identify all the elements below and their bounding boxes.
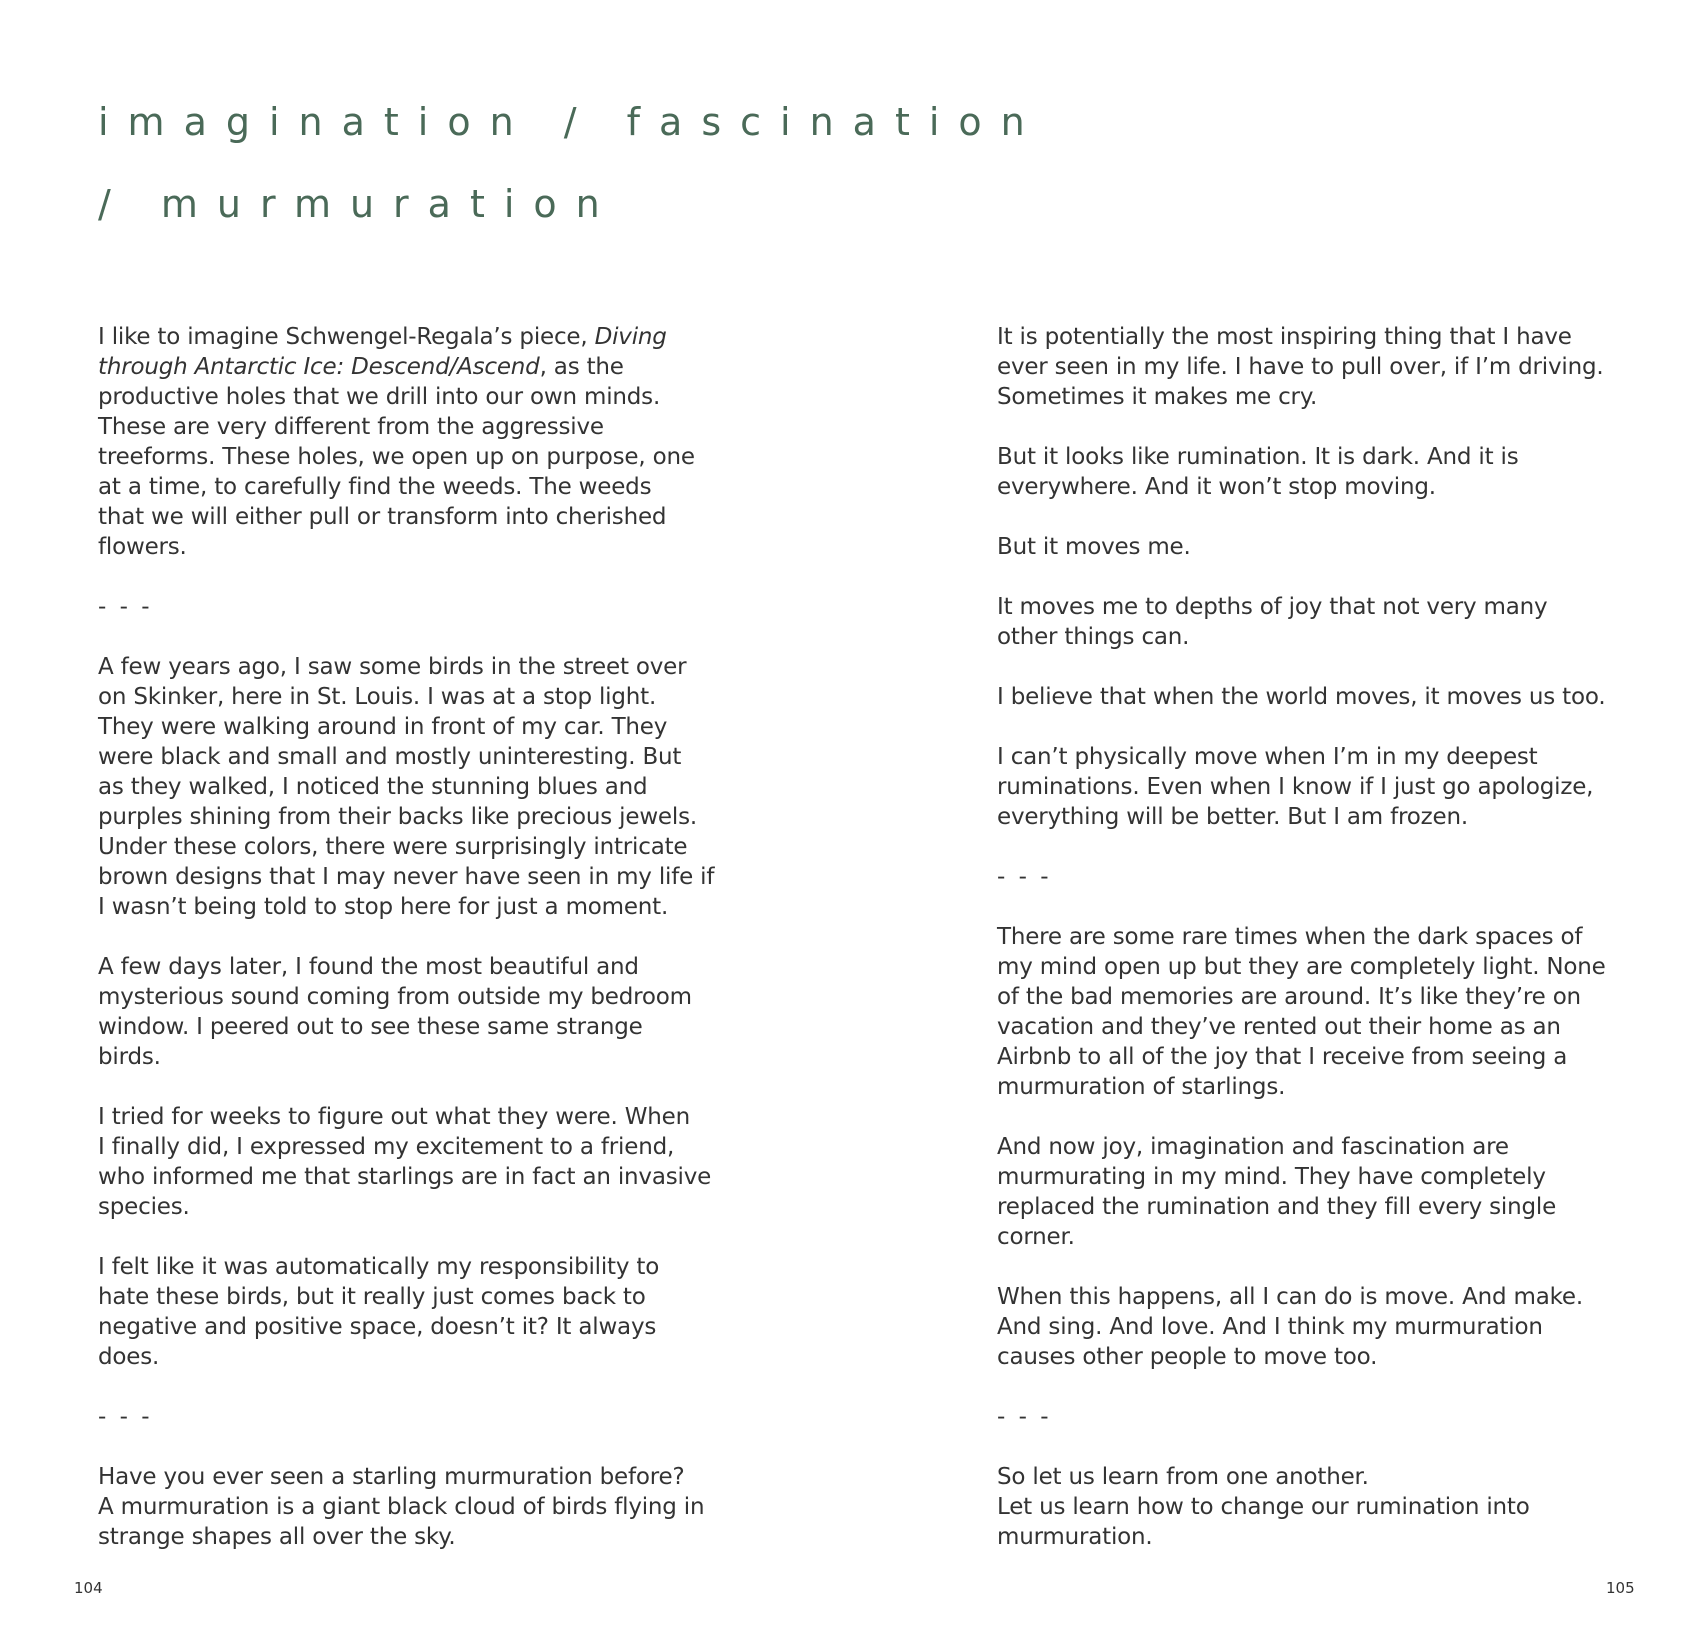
paragraph (997, 442, 1657, 502)
text-fragment: I like to imagine Schwengel-Regala’s piece, (98, 324, 595, 350)
text-line: corner. (997, 1224, 1075, 1250)
section-separator: - - - (98, 1404, 153, 1430)
text-line: brown designs that I may never have seen in my life if (98, 864, 715, 890)
text-line: Have you ever seen a starling murmuration before? (98, 1464, 685, 1490)
paragraph (997, 532, 1657, 562)
text-line: hate these birds, but it really just comes back to (98, 1284, 646, 1310)
text-line: I finally did, I expressed my excitement to a friend, (98, 1134, 675, 1160)
section-separator: - - - (98, 594, 153, 620)
paragraph (997, 682, 1657, 712)
artwork-title-italic: through Antarctic Ice: Descend/Ascend (98, 354, 540, 380)
text-line: of the bad memories are around. It’s like they’re on (997, 984, 1581, 1010)
text-line: Airbnb to all of the joy that I receive from seeing a (997, 1044, 1568, 1070)
text-line: vacation and they’ve rented out their home as an (997, 1014, 1561, 1040)
right-column (997, 322, 1657, 1582)
section-separator: - - - (997, 864, 1052, 890)
text-line: I felt like it was automatically my responsibility to (98, 1254, 660, 1280)
text-line: And sing. And love. And I think my murmuration (997, 1314, 1543, 1340)
text-line: I wasn’t being told to stop here for just a moment. (98, 894, 669, 920)
text-line: were black and small and mostly uninteresting. But (98, 744, 682, 770)
text-line: causes other people to move too. (997, 1344, 1378, 1370)
text-line: murmurating in my mind. They have completely (997, 1164, 1546, 1190)
text-line: But it moves me. (997, 534, 1191, 560)
text-line (98, 352, 738, 382)
text-line: strange shapes all over the sky. (98, 1524, 456, 1550)
text-line: ever seen in my life. I have to pull over, if I’m driving. (997, 354, 1604, 380)
text-line: birds. (98, 1044, 161, 1070)
text-line: But it looks like rumination. It is dark. And it is (997, 444, 1519, 470)
left-column (98, 322, 738, 1582)
page-title-line-2: / murmuration (98, 182, 619, 226)
text-line: It moves me to depths of joy that not very many (997, 594, 1548, 620)
text-line: A murmuration is a giant black cloud of birds flying in (98, 1494, 705, 1520)
page-title-line-1: imagination / fascination (98, 100, 1044, 144)
page-number-left: 104 (74, 1579, 103, 1597)
paragraph (98, 322, 738, 562)
text-line: A few years ago, I saw some birds in the street over (98, 654, 687, 680)
paragraph (997, 742, 1657, 832)
text-line: Let us learn how to change our rumination into (997, 1494, 1530, 1520)
text-line: Sometimes it makes me cry. (997, 384, 1318, 410)
text-line: mysterious sound coming from outside my bedroom (98, 984, 692, 1010)
paragraph (98, 652, 738, 922)
text-line: does. (98, 1344, 160, 1370)
paragraph (997, 322, 1657, 412)
paragraph (997, 1282, 1657, 1372)
text-line: murmuration of starlings. (997, 1074, 1286, 1100)
text-line: replaced the rumination and they fill every single (997, 1194, 1557, 1220)
text-line: flowers. (98, 534, 187, 560)
text-line: my mind open up but they are completely light. None (997, 954, 1606, 980)
paragraph (997, 592, 1657, 652)
text-line: at a time, to carefully find the weeds. The weeds (98, 474, 652, 500)
text-line: other things can. (997, 624, 1190, 650)
text-line (98, 322, 738, 352)
text-line: I can’t physically move when I’m in my deepest (997, 744, 1538, 770)
text-line: I tried for weeks to figure out what they were. When (98, 1104, 690, 1130)
text-line: everywhere. And it won’t stop moving. (997, 474, 1436, 500)
text-line: species. (98, 1194, 190, 1220)
paragraph (98, 1462, 738, 1552)
paragraph (997, 1462, 1657, 1552)
artwork-title-italic: Diving (594, 324, 667, 350)
text-line: as they walked, I noticed the stunning blues and (98, 774, 648, 800)
text-line: These are very different from the aggressive (98, 414, 604, 440)
text-line: that we will either pull or transform into cherished (98, 504, 667, 530)
section-separator: - - - (997, 1404, 1052, 1430)
paragraph (997, 1132, 1657, 1252)
text-line: So let us learn from one another. (997, 1464, 1369, 1490)
paragraph (98, 1252, 738, 1372)
text-line: And now joy, imagination and fascination are (997, 1134, 1509, 1160)
page-number-right: 105 (1606, 1579, 1635, 1597)
paragraph (98, 1102, 738, 1222)
text-line: productive holes that we drill into our own minds. (98, 384, 661, 410)
text-line: treeforms. These holes, we open up on purpose, one (98, 444, 695, 470)
text-line: negative and positive space, doesn’t it? It always (98, 1314, 657, 1340)
text-line: ruminations. Even when I know if I just go apologize, (997, 774, 1594, 800)
text-line: everything will be better. But I am frozen. (997, 804, 1468, 830)
text-line: They were walking around in front of my car. They (98, 714, 668, 740)
text-line: When this happens, all I can do is move. And make. (997, 1284, 1583, 1310)
paragraph (997, 922, 1657, 1102)
text-line: A few days later, I found the most beautiful and (98, 954, 639, 980)
text-fragment: , as the (539, 354, 624, 380)
text-line: who informed me that starlings are in fact an invasive (98, 1164, 712, 1190)
text-line: I believe that when the world moves, it moves us too. (997, 684, 1606, 710)
text-line: It is potentially the most inspiring thing that I have (997, 324, 1572, 350)
text-line: window. I peered out to see these same strange (98, 1014, 643, 1040)
text-line: There are some rare times when the dark spaces of (997, 924, 1583, 950)
text-line: Under these colors, there were surprisingly intricate (98, 834, 688, 860)
text-line: on Skinker, here in St. Louis. I was at a stop light. (98, 684, 657, 710)
text-line: purples shining from their backs like precious jewels. (98, 804, 697, 830)
text-line: murmuration. (997, 1524, 1153, 1550)
paragraph (98, 952, 738, 1072)
